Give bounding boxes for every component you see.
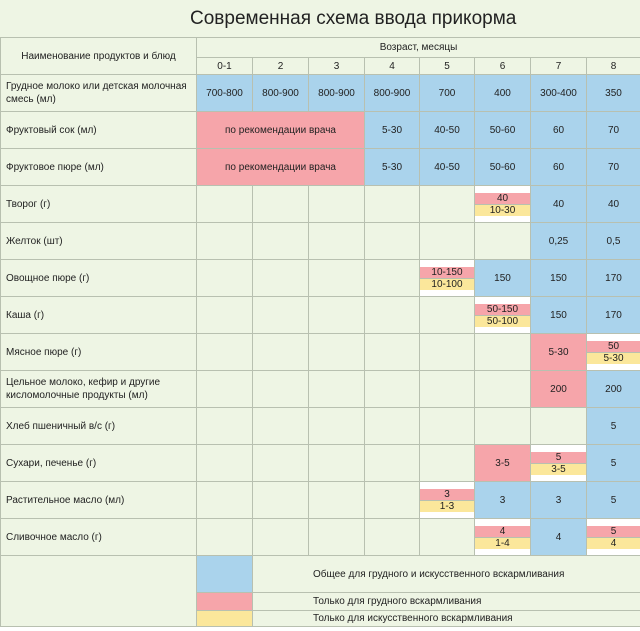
cell-breast: 40: [475, 193, 530, 204]
table-row: [1, 149, 640, 186]
cell: 300-400: [531, 75, 587, 112]
table-row: [1, 482, 640, 519]
table-row: [1, 334, 640, 371]
cell: 200: [587, 371, 640, 408]
cell-breast: 10-150: [420, 267, 474, 278]
table-row: [1, 260, 640, 297]
cell: 800-900: [365, 75, 420, 112]
cell: 0,25: [531, 223, 587, 260]
cell: 40: [587, 186, 640, 223]
cell: 3: [475, 482, 531, 519]
table-row: [1, 223, 640, 260]
cell-breast: 50: [587, 341, 640, 352]
row-label: Фруктовый сок (мл): [1, 112, 197, 149]
cell: 0,5: [587, 223, 640, 260]
table-row: [1, 408, 640, 445]
row-label: Сливочное масло (г): [1, 519, 197, 556]
cell: 800-900: [253, 75, 309, 112]
cell: 50-60: [475, 112, 531, 149]
table-row: [1, 186, 640, 223]
row-label: Растительное масло (мл): [1, 482, 197, 519]
month-header: 5: [420, 58, 475, 75]
cell: 800-900: [309, 75, 365, 112]
split-cell: [531, 445, 587, 482]
table-row: [1, 519, 640, 556]
cell: 5-30: [365, 112, 420, 149]
split-cell: [475, 519, 531, 556]
split-cell: [475, 297, 531, 334]
cell: 60: [531, 149, 587, 186]
header-age: Возраст, месяцы: [197, 38, 640, 58]
legend-swatch-yellow: [197, 611, 253, 627]
cell: 50-60: [475, 149, 531, 186]
feeding-table: [0, 37, 640, 627]
cell: 60: [531, 112, 587, 149]
cell: 170: [587, 260, 640, 297]
table-row: [1, 297, 640, 334]
row-label: Овощное пюре (г): [1, 260, 197, 297]
row-label: Хлеб пшеничный в/с (г): [1, 408, 197, 445]
cell: 40-50: [420, 112, 475, 149]
row-label: Желток (шт): [1, 223, 197, 260]
cell-formula: 5-30: [587, 352, 640, 364]
split-cell: [420, 482, 475, 519]
cell: 5: [587, 482, 640, 519]
legend-pink-text: Только для грудного вскармливания: [253, 593, 640, 611]
cell: 700-800: [197, 75, 253, 112]
legend-blue-text: Общее для грудного и искусственного вскармливания: [253, 556, 640, 593]
cell: 70: [587, 112, 640, 149]
cell: 700: [420, 75, 475, 112]
row-label: Сухари, печенье (г): [1, 445, 197, 482]
cell-formula: 3-5: [531, 463, 586, 475]
split-cell: [587, 334, 640, 371]
month-header: 6: [475, 58, 531, 75]
row-label: Грудное молоко или детская молочная смесь (мл): [1, 75, 197, 112]
month-header: 0-1: [197, 58, 253, 75]
cell-breast: 200: [531, 371, 587, 408]
cell: 40: [531, 186, 587, 223]
month-header: 8: [587, 58, 640, 75]
table-row: [1, 371, 640, 408]
month-header: 4: [365, 58, 420, 75]
cell-formula: 10-100: [420, 278, 474, 290]
month-header: 2: [253, 58, 309, 75]
cell-breast: 50-150: [475, 304, 530, 315]
split-cell: [420, 260, 475, 297]
month-header: 7: [531, 58, 587, 75]
row-label: Фруктовое пюре (мл): [1, 149, 197, 186]
cell: 3: [531, 482, 587, 519]
cell: 150: [531, 297, 587, 334]
cell: 5: [587, 408, 640, 445]
header-products: Наименование продуктов и блюд: [1, 38, 197, 75]
cell-formula: 1-3: [420, 500, 474, 512]
cell-breast: 5: [587, 526, 640, 537]
cell: 400: [475, 75, 531, 112]
cell-formula: 50-100: [475, 315, 530, 327]
cell: 170: [587, 297, 640, 334]
cell-formula: 4: [587, 537, 640, 549]
cell: 5: [587, 445, 640, 482]
recommendation-cell: по рекомендации врача: [197, 112, 365, 149]
row-label: Каша (г): [1, 297, 197, 334]
table-row: [1, 112, 640, 149]
split-cell: [475, 186, 531, 223]
cell: 4: [531, 519, 587, 556]
legend-spacer: [1, 556, 197, 627]
row-label: Творог (г): [1, 186, 197, 223]
cell: 40-50: [420, 149, 475, 186]
split-cell: [587, 519, 640, 556]
legend-swatch-pink: [197, 593, 253, 611]
legend-swatch-blue: [197, 556, 253, 593]
row-label: Мясное пюре (г): [1, 334, 197, 371]
cell: 350: [587, 75, 640, 112]
cell: 150: [531, 260, 587, 297]
recommendation-cell: по рекомендации врача: [197, 149, 365, 186]
cell: 70: [587, 149, 640, 186]
cell-breast: 5-30: [531, 334, 587, 371]
cell: 150: [475, 260, 531, 297]
table-row: [1, 75, 640, 112]
cell: 5-30: [365, 149, 420, 186]
page-title: Современная схема ввода прикорма: [0, 0, 640, 37]
cell-breast: 3-5: [475, 445, 531, 482]
cell-formula: 1-4: [475, 537, 530, 549]
month-header: 3: [309, 58, 365, 75]
row-label: Цельное молоко, кефир и другие кисломолочные продукты (мл): [1, 371, 197, 408]
table-row: [1, 445, 640, 482]
cell-breast: 4: [475, 526, 530, 537]
cell-formula: 10-30: [475, 204, 530, 216]
cell-breast: 3: [420, 489, 474, 500]
cell-breast: 5: [531, 452, 586, 463]
legend-yellow-text: Только для искусственного вскармливания: [253, 611, 640, 627]
